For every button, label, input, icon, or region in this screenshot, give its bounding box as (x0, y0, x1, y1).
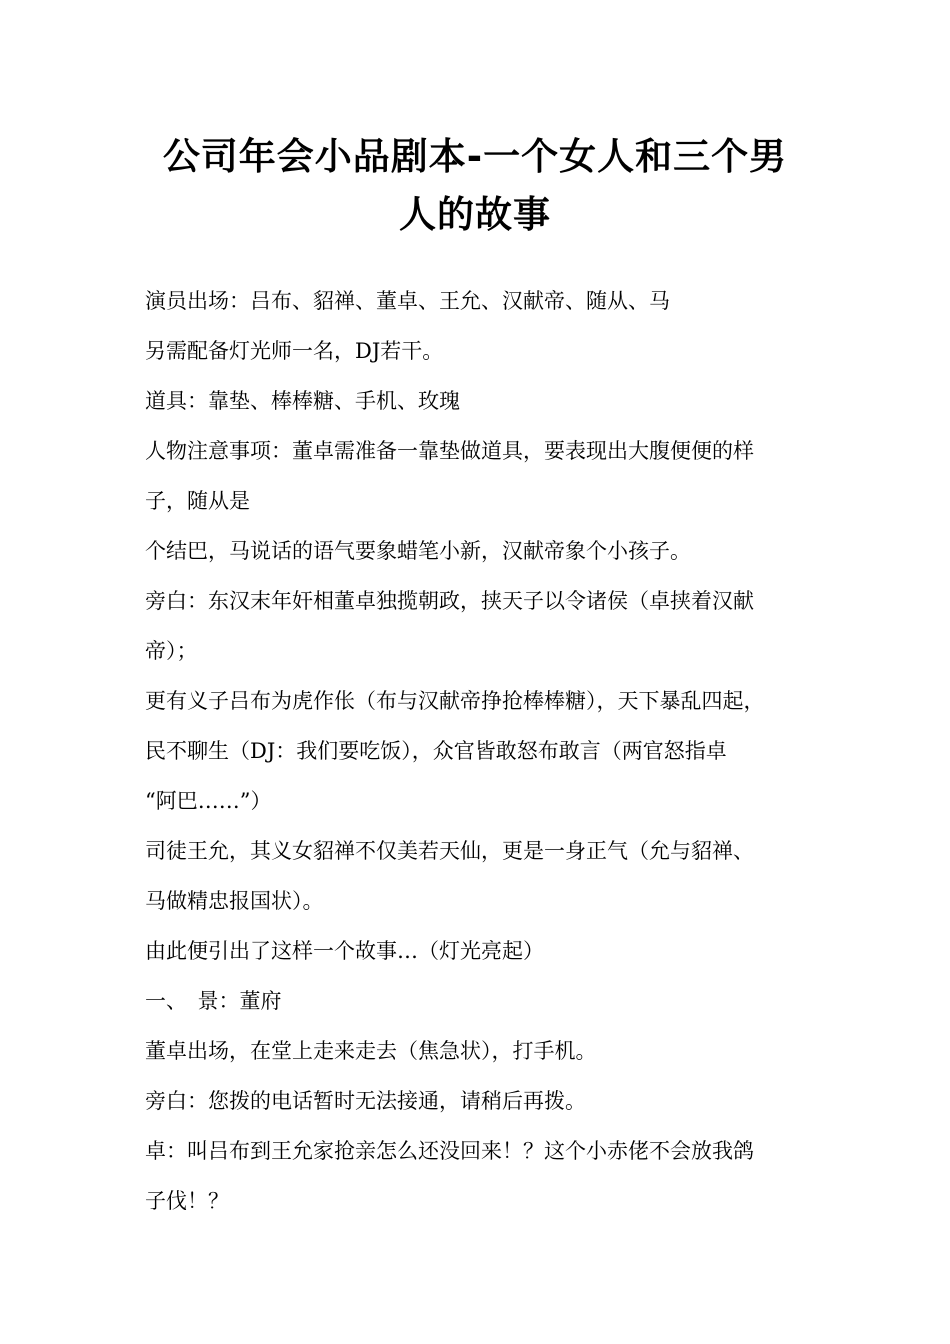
text-line-cast: 演员出场：吕布、貂禅、董卓、王允、汉献帝、随从、马 (145, 289, 670, 313)
text-line-dongzhuo-enter: 董卓出场，在堂上走来走去（焦急状），打手机。 (145, 1039, 597, 1063)
section-heading-scene-1: 一、 景：董府 (145, 989, 282, 1013)
text-line-narration: 旁白：东汉末年奸相董卓独揽朝政，挟天子以令诸侯（卓挟着汉献 (145, 589, 754, 613)
text-line-props: 道具：靠垫、棒棒糖、手机、玫瑰 (145, 389, 460, 413)
text-line-notes: 人物注意事项：董卓需准备一靠垫做道具，要表现出大腹便便的样 (145, 439, 754, 463)
text-line-narration-4: 司徒王允，其义女貂禅不仅美若天仙，更是一身正气（允与貂禅、 (145, 839, 754, 863)
text-line-narration-3: 民不聊生（DJ：我们要吃饭），众官皆敢怒布敢言（两官怒指卓 (145, 739, 727, 763)
text-line-narration-cont: 帝）； (145, 639, 198, 663)
title-line-2: 人的故事 (399, 193, 551, 236)
text-line-narration-2: 更有义子吕布为虎作伥（布与汉献帝挣抢棒棒糖），天下暴乱四起， (145, 689, 765, 713)
text-line-phone-narration: 旁白：您拨的电话暂时无法接通，请稍后再拨。 (145, 1089, 586, 1113)
text-line-narration-3-cont: “阿巴……”） (145, 789, 272, 813)
text-line-crew: 另需配备灯光师一名，DJ若干。 (145, 339, 444, 363)
text-line-dongzhuo-dialogue: 卓：叫吕布到王允家抢亲怎么还没回来！？这个小赤佬不会放我鸽 (145, 1139, 754, 1163)
text-line-notes-cont-2: 个结巴，马说话的语气要象蜡笔小新，汉献帝象个小孩子。 (145, 539, 691, 563)
text-line-story-intro: 由此便引出了这样一个故事…（灯光亮起） (145, 939, 544, 963)
text-line-narration-4-cont: 马做精忠报国状）。 (145, 889, 324, 913)
text-line-notes-cont: 子，随从是 (145, 489, 250, 513)
text-line-dongzhuo-dialogue-cont: 子伐！？ (145, 1189, 229, 1213)
page-title (110, 128, 840, 244)
title-line-1: 公司年会小品剧本-一个女人和三个男 (162, 135, 788, 178)
